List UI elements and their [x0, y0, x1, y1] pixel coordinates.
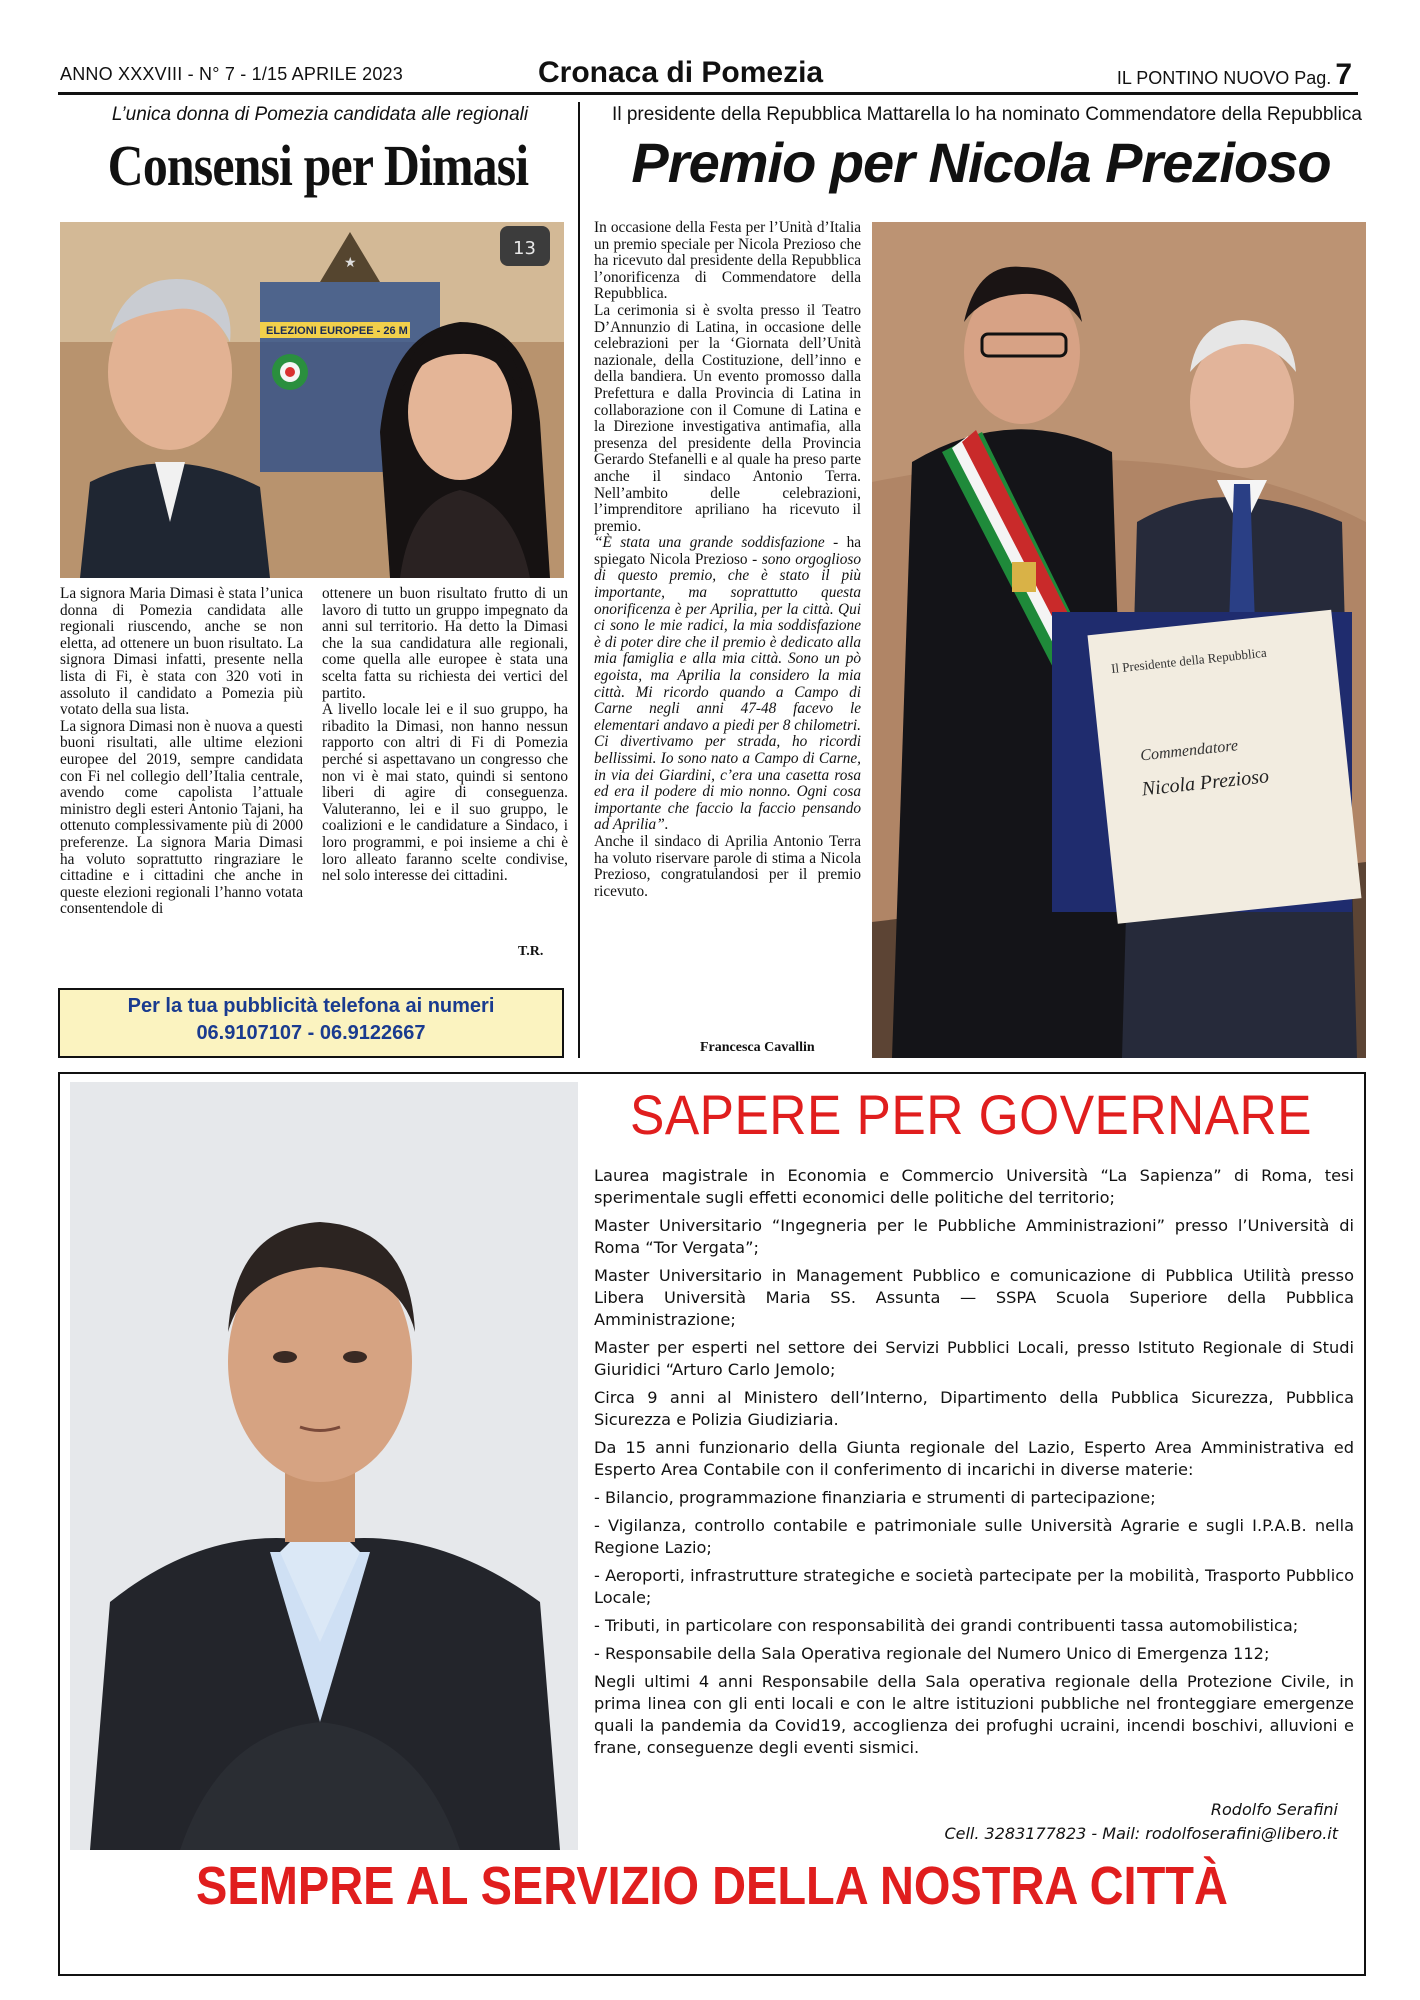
prezioso-photo	[872, 222, 1366, 1058]
right-headline: Premio per Nicola Prezioso	[631, 131, 1331, 194]
credential-item: Laurea magistrale in Economia e Commercio Università “La Sapienza” di Roma, tesi sperimentale sugli effetti economici delle politiche del territorio;	[594, 1166, 1354, 1207]
advertising-line1: Per la tua pubblicità telefona ai numeri	[127, 995, 495, 1017]
right-para1: In occasione della Festa per l’Unità d’Italia un premio speciale per Nicola Prezioso che ha ricevuto dal presidente della Repubblica l’onorificenza di Commendatore della Repubblica.	[594, 219, 861, 303]
right-signature: Francesca Cavallin	[700, 1040, 815, 1055]
credential-item: Negli ultimi 4 anni Responsabile della Sala operativa regionale della Protezione Civile, in prima linea con gli enti locali e con le altre istituzioni pubbliche nel fronteggiare emergenze quali la pandemia da Covid19, accoglienza dei profughi ucraini, incendi boschivi, alluvioni e frane, conseguenze degli eventi sismici.	[594, 1672, 1354, 1757]
left-headline: Consensi per Dimasi	[107, 133, 529, 198]
left-col1-para2: La signora Dimasi non è nuova a questi buoni risultati, alle ultime elezioni europee del 2019, sempre candidata con Fi nel collegio dell’Italia centrale, avendo come capolista l’attuale ministro degli esteri Antonio Tajani, ha ottenuto complessivamente più di 2000 preferenze. La signora Maria Dimasi ha voluto soprattutto ringraziare le cittadine e i cittadini che anche in queste elezioni regionali l’hanno votata consentendole di	[60, 717, 303, 918]
right-para4: Anche il sindaco di Aprilia Antonio Terra ha voluto riservare parole di stima a Nicola Prezioso, congratulandosi per il premio ricevuto.	[594, 832, 861, 900]
photo-card-number: 13	[513, 238, 536, 259]
credential-item: Master Universitario in Management Pubblico e comunicazione di Pubblica Utilità presso Libera Università Maria SS. Assunta — SSPA Scuola Superiore della Pubblica Amministrazione;	[594, 1266, 1354, 1329]
left-signature: T.R.	[518, 944, 544, 959]
left-col2-para1: ottenere un buon risultato frutto di un lavoro di tutto un gruppo impegnato da anni sul territorio. Ha detto la Dimasi che la sua candidatura alle regionali, come quella alle europee è stata una scelta fatta su richiesta dei vertici del partito.	[322, 585, 568, 702]
diploma-name: Nicola Prezioso	[1140, 765, 1270, 801]
credential-item: - Aeroporti, infrastrutture strategiche e società partecipate per la mobilità, Trasporto Pubblico Locale;	[594, 1566, 1354, 1607]
quote-attribution: ha spiegato Nicola Prezioso -	[594, 534, 862, 568]
credential-item: Master per esperti nel settore dei Servizi Pubblici Locali, presso Istituto Regionale di Studi Giuridici “Arturo Carlo Jemolo;	[594, 1338, 1354, 1379]
paper-name: IL PONTINO NUOVO Pag.	[1116, 68, 1332, 88]
left-col1-para1: La signora Maria Dimasi è stata l’unica donna di Pomezia candidata alle regionali riuscendo, anche se non eletta, ad ottenere un buon risultato. La signora Dimasi infatti, presente nella lista di Fi, è stata con 320 voti in assoluto il candidato a Pomezia più votato della sua lista.	[60, 585, 303, 719]
photo-star: ★	[344, 255, 357, 271]
right-para2: La cerimonia si è svolta presso il Teatro D’Annunzio di Latina, in occasione delle celebrazioni per la ‘Giornata dell’Unità nazionale, della Costituzione, dell’inno e della bandiera. Un evento promosso dalla Prefettura e dalla Provincia di Latina in collaborazione con il Comune di Latina e la Direzione investigativa antimafia, alla presenza del presidente della Provincia Gerardo Stefanelli e al quale ha preso parte anche il sindaco Antonio Terra. Nell’ambito delle celebrazioni, l’imprenditore apriliano ha ricevuto il premio.	[594, 301, 861, 535]
ad-headline: SAPERE PER GOVERNARE	[629, 1083, 1313, 1146]
campaign-slogan: SEMPRE AL SERVIZIO DELLA NOSTRA CITTÀ	[196, 1856, 1228, 1916]
left-kicker: L’unica donna di Pomezia candidata alle regionali	[111, 104, 529, 125]
credential-item: - Bilancio, programmazione finanziaria e strumenti di partecipazione;	[594, 1488, 1156, 1507]
left-article-col1	[60, 586, 303, 918]
prezioso-photo-illustration	[872, 222, 1366, 1058]
candidate-name: Rodolfo Serafini	[1210, 1800, 1338, 1819]
dimasi-photo	[60, 222, 564, 578]
quote-start: “È stata una grande soddisfazione -	[594, 534, 839, 552]
right-kicker: Il presidente della Repubblica Mattarella lo ha nominato Commendatore della Repubblica	[612, 104, 1362, 125]
credential-item: - Tributi, in particolare con responsabilità dei grandi contribuenti tassa automobilistica;	[594, 1616, 1299, 1635]
credential-item: Master Universitario “Ingegneria per le Pubbliche Amministrazioni” presso l’Università di Roma “Tor Vergata”;	[594, 1216, 1354, 1257]
photo-sign-text: ELEZIONI EUROPEE - 26 M	[266, 325, 408, 337]
issue-line: ANNO XXXVIII - N° 7 - 1/15 APRILE 2023	[60, 64, 403, 84]
section-title: Cronaca di Pomezia	[538, 56, 824, 89]
credential-item: Da 15 anni funzionario della Giunta regionale del Lazio, Esperto Area Amministrativa ed Esperto Area Contabile con il conferimento di incarichi in diverse materie:	[594, 1438, 1354, 1479]
diploma-title: Commendatore	[1139, 737, 1239, 765]
left-col2-para2: A livello locale lei e il suo gruppo, ha ribadito la Dimasi, non hanno nessun rapporto con altri di Fi di Pomezia perché si aspettavano un congresso che non vi è mai stato, quindi si sentono liberi di agire di conseguenza. Valuteranno, lei e il suo gruppo, le coalizioni e le candidature a Sindaco, i loro programmi, e poi insieme a chi è loro alleato faranno scelte condivise, nel solo interesse dei cittadini.	[322, 701, 568, 885]
paper-page	[1117, 58, 1352, 92]
dimasi-photo-illustration	[60, 222, 564, 578]
advertising-box	[58, 988, 564, 1058]
page-number: 7	[1335, 58, 1352, 91]
diploma-heading: Il Presidente della Repubblica	[1110, 644, 1268, 677]
serafini-photo	[70, 1082, 578, 1850]
column-divider	[578, 102, 580, 1058]
credential-item: - Vigilanza, controllo contabile e patrimoniale sulle Università Agrarie e sugli I.P.A.B. nella Regione Lazio;	[594, 1516, 1354, 1557]
quote-body: sono orgoglioso di questo premio, che è stato il più importante, ma soprattutto questa onorificenza è per Aprilia, per la città. Qui ci sono le mie radici, la mia soddisfazione è di poter dire che il premio è dedicato alla mia famiglia e alla mia città. Sono un pò egoista, ma Aprilia la considero la mia città. Mi ricordo quando a Campo di Carne negli anni 47-48 facevo le elementari andavo a piedi per 8 chilometri. Ci divertivamo per strada, ho ricordi bellissimi. Io sono nato a Campo di Carne, in via dei Giardini, c’era una casetta rosa ed era il podere di mio nonno. Ogni cosa importante che faccio la faccio pensando ad Aprilia”.	[594, 550, 862, 834]
credential-item: Circa 9 anni al Ministero dell’Interno, Dipartimento della Pubblica Sicurezza, Pubblica Sicurezza e Polizia Giudiziaria.	[594, 1388, 1354, 1429]
right-para3	[594, 535, 861, 834]
header-rule	[58, 92, 1358, 95]
left-article-col2	[322, 586, 568, 885]
candidate-contact: Cell. 3283177823 - Mail: rodolfoserafini@libero.it	[944, 1824, 1338, 1843]
advertising-phone-numbers: 06.9107107 - 06.9122667	[196, 1022, 426, 1044]
credentials-list	[594, 1165, 1354, 1765]
serafini-photo-illustration	[70, 1082, 578, 1850]
right-article-body	[594, 220, 861, 900]
credential-item: - Responsabile della Sala Operativa regionale del Numero Unico di Emergenza 112;	[594, 1644, 1270, 1663]
